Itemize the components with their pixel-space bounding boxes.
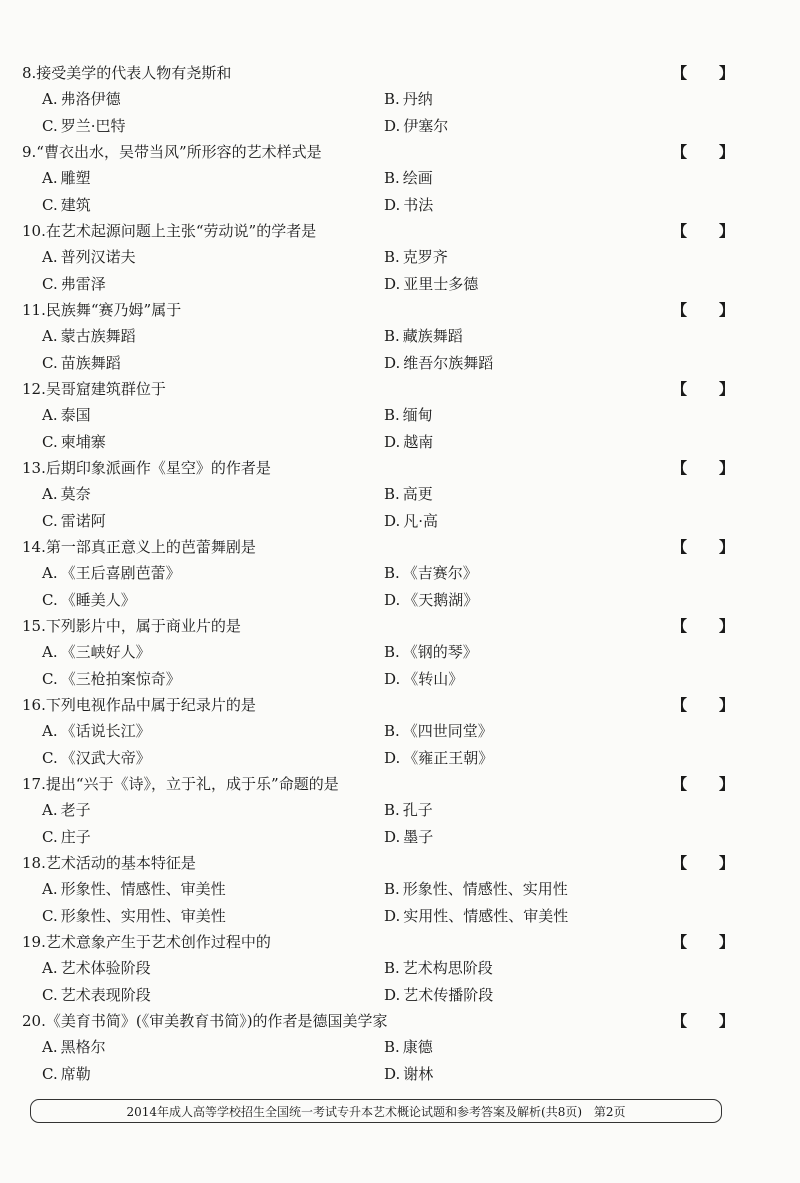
question-stem-line bbox=[22, 297, 742, 323]
option-letter: B. bbox=[384, 959, 400, 978]
option bbox=[42, 481, 91, 507]
option-letter: B. bbox=[384, 1038, 400, 1057]
question-stem-line bbox=[22, 1008, 742, 1034]
bracket-open: 【 bbox=[672, 222, 688, 240]
question-item bbox=[22, 771, 742, 850]
footer-page-number: 第2页 bbox=[593, 1105, 626, 1119]
option-text: 《睡美人》 bbox=[60, 590, 136, 609]
option bbox=[384, 192, 433, 218]
option bbox=[42, 639, 151, 665]
option bbox=[384, 1034, 433, 1060]
option bbox=[384, 165, 433, 191]
option-letter: C. bbox=[42, 116, 58, 135]
option-text: 缅甸 bbox=[402, 406, 433, 425]
option-text: 维吾尔族舞蹈 bbox=[403, 353, 494, 372]
option-text: 《天鹅湖》 bbox=[403, 590, 479, 609]
option bbox=[42, 560, 181, 586]
option bbox=[42, 323, 136, 349]
bracket-close: 】 bbox=[718, 538, 734, 556]
option bbox=[42, 745, 151, 771]
bracket-open: 【 bbox=[672, 696, 688, 714]
question-stem: 12.吴哥窟建筑群位于 bbox=[22, 380, 166, 398]
option-letter: C. bbox=[42, 906, 58, 925]
option-text: 《三枪拍案惊奇》 bbox=[60, 669, 181, 688]
option-letter: D. bbox=[384, 906, 401, 925]
question-item bbox=[22, 218, 742, 297]
option bbox=[42, 666, 181, 692]
option-text: 《钢的琴》 bbox=[402, 643, 478, 662]
question-stem: 13.后期印象派画作《星空》的作者是 bbox=[22, 459, 271, 477]
option bbox=[384, 508, 438, 534]
bracket-open: 【 bbox=[672, 380, 688, 398]
question-item bbox=[22, 692, 742, 771]
question-stem-line bbox=[22, 534, 742, 560]
option bbox=[42, 982, 151, 1008]
option-text: 《吉赛尔》 bbox=[402, 564, 478, 583]
option-row bbox=[22, 718, 742, 744]
option bbox=[42, 955, 151, 981]
question-stem-line bbox=[22, 613, 742, 639]
option-letter: C. bbox=[42, 1064, 58, 1083]
option bbox=[384, 903, 568, 929]
option bbox=[384, 113, 448, 139]
option-letter: D. bbox=[384, 511, 401, 530]
answer-bracket bbox=[672, 850, 734, 876]
answer-bracket bbox=[672, 218, 734, 244]
option-letter: D. bbox=[384, 195, 401, 214]
option-letter: A. bbox=[42, 248, 58, 267]
answer-bracket bbox=[672, 613, 734, 639]
option-row bbox=[22, 508, 742, 534]
option-text: 实用性、情感性、审美性 bbox=[403, 906, 569, 925]
option-text: 艺术体验阶段 bbox=[60, 959, 151, 978]
question-stem: 16.下列电视作品中属于纪录片的是 bbox=[22, 696, 256, 714]
question-item bbox=[22, 376, 742, 455]
option bbox=[384, 797, 433, 823]
option-text: 《话说长江》 bbox=[60, 722, 151, 741]
option bbox=[384, 402, 433, 428]
option-row bbox=[22, 982, 742, 1008]
option-letter: A. bbox=[42, 485, 58, 504]
option-row bbox=[22, 192, 742, 218]
option bbox=[384, 481, 433, 507]
option bbox=[384, 745, 493, 771]
option-row bbox=[22, 113, 742, 139]
option bbox=[42, 402, 91, 428]
question-stem-line bbox=[22, 218, 742, 244]
question-stem: 14.第一部真正意义上的芭蕾舞剧是 bbox=[22, 538, 256, 556]
option-text: 黑格尔 bbox=[60, 1038, 106, 1057]
question-stem: 10.在艺术起源问题上主张“劳动说”的学者是 bbox=[22, 222, 317, 240]
option bbox=[384, 955, 493, 981]
option-letter: C. bbox=[42, 748, 58, 767]
question-stem: 18.艺术活动的基本特征是 bbox=[22, 854, 196, 872]
question-item bbox=[22, 60, 742, 139]
option-text: 书法 bbox=[403, 195, 434, 214]
option bbox=[384, 323, 463, 349]
bracket-close: 】 bbox=[718, 459, 734, 477]
question-stem: 8.接受美学的代表人物有尧斯和 bbox=[22, 64, 232, 82]
option-text: 莫奈 bbox=[60, 485, 91, 504]
option-text: 泰国 bbox=[60, 406, 91, 425]
option-row bbox=[22, 86, 742, 112]
option bbox=[42, 824, 91, 850]
option bbox=[42, 192, 91, 218]
answer-bracket bbox=[672, 929, 734, 955]
option-row bbox=[22, 955, 742, 981]
option bbox=[42, 244, 136, 270]
option-text: 普列汉诺夫 bbox=[60, 248, 136, 267]
option bbox=[42, 113, 126, 139]
option-row bbox=[22, 429, 742, 455]
option-row bbox=[22, 587, 742, 613]
option-row bbox=[22, 481, 742, 507]
option-letter: A. bbox=[42, 959, 58, 978]
option-text: 越南 bbox=[403, 432, 434, 451]
question-item bbox=[22, 534, 742, 613]
option-text: 柬埔寨 bbox=[60, 432, 106, 451]
question-stem: 19.艺术意象产生于艺术创作过程中的 bbox=[22, 933, 271, 951]
bracket-close: 】 bbox=[718, 64, 734, 82]
option-letter: B. bbox=[384, 880, 400, 899]
option-row bbox=[22, 1034, 742, 1060]
question-item bbox=[22, 455, 742, 534]
option-letter: C. bbox=[42, 985, 58, 1004]
option-text: 高更 bbox=[402, 485, 433, 504]
question-stem-line bbox=[22, 771, 742, 797]
question-stem-line bbox=[22, 929, 742, 955]
bracket-close: 】 bbox=[718, 617, 734, 635]
option bbox=[384, 244, 448, 270]
option-letter: D. bbox=[384, 748, 401, 767]
option-text: 《雍正王朝》 bbox=[403, 748, 494, 767]
question-item bbox=[22, 613, 742, 692]
option-letter: B. bbox=[384, 722, 400, 741]
option-text: 形象性、实用性、审美性 bbox=[60, 906, 226, 925]
option-letter: A. bbox=[42, 406, 58, 425]
answer-bracket bbox=[672, 139, 734, 165]
option-row bbox=[22, 560, 742, 586]
option-letter: C. bbox=[42, 353, 58, 372]
option-letter: C. bbox=[42, 274, 58, 293]
option-text: 艺术传播阶段 bbox=[403, 985, 494, 1004]
option-letter: D. bbox=[384, 827, 401, 846]
option-letter: A. bbox=[42, 880, 58, 899]
option-row bbox=[22, 323, 742, 349]
answer-bracket bbox=[672, 376, 734, 402]
option-text: 墨子 bbox=[403, 827, 434, 846]
question-item bbox=[22, 297, 742, 376]
option-text: 形象性、情感性、审美性 bbox=[60, 880, 226, 899]
option-text: 《王后喜剧芭蕾》 bbox=[60, 564, 181, 583]
option-row bbox=[22, 824, 742, 850]
option bbox=[384, 824, 433, 850]
option-text: 建筑 bbox=[60, 195, 91, 214]
option-letter: D. bbox=[384, 590, 401, 609]
option bbox=[384, 1061, 433, 1087]
option-letter: C. bbox=[42, 511, 58, 530]
option bbox=[42, 271, 106, 297]
option-letter: B. bbox=[384, 248, 400, 267]
option-row bbox=[22, 402, 742, 428]
option-text: 《四世同堂》 bbox=[402, 722, 493, 741]
option-text: 亚里士多德 bbox=[403, 274, 479, 293]
option-text: 《汉武大帝》 bbox=[60, 748, 151, 767]
option bbox=[42, 350, 121, 376]
option-letter: C. bbox=[42, 669, 58, 688]
option-text: 罗兰·巴特 bbox=[60, 116, 126, 135]
option-letter: A. bbox=[42, 1038, 58, 1057]
option-text: 绘画 bbox=[402, 169, 433, 188]
option-text: 藏族舞蹈 bbox=[402, 327, 463, 346]
option-text: 雷诺阿 bbox=[60, 511, 106, 530]
option-letter: C. bbox=[42, 827, 58, 846]
question-stem-line bbox=[22, 60, 742, 86]
option-row bbox=[22, 271, 742, 297]
option bbox=[384, 560, 478, 586]
option-letter: D. bbox=[384, 116, 401, 135]
option-text: 伊塞尔 bbox=[403, 116, 449, 135]
option bbox=[384, 718, 493, 744]
option-text: 谢林 bbox=[403, 1064, 434, 1083]
option-text: 凡·高 bbox=[403, 511, 439, 530]
option-row bbox=[22, 350, 742, 376]
question-stem: 9.“曹衣出水，吴带当风”所形容的艺术样式是 bbox=[22, 143, 322, 161]
footer-title: 2014年成人高等学校招生全国统一考试专升本艺术概论试题和参考答案及解析(共8页) bbox=[126, 1105, 583, 1119]
option-text: 《三峡好人》 bbox=[60, 643, 151, 662]
option-letter: A. bbox=[42, 801, 58, 820]
bracket-close: 】 bbox=[718, 933, 734, 951]
option-row bbox=[22, 244, 742, 270]
question-stem-line bbox=[22, 692, 742, 718]
option bbox=[42, 86, 121, 112]
option bbox=[384, 271, 478, 297]
option bbox=[42, 587, 136, 613]
option-row bbox=[22, 165, 742, 191]
question-stem: 17.提出“兴于《诗》，立于礼，成于乐”命题的是 bbox=[22, 775, 339, 793]
option-row bbox=[22, 876, 742, 902]
question-stem-line bbox=[22, 139, 742, 165]
option-letter: D. bbox=[384, 353, 401, 372]
option-text: 弗雷泽 bbox=[60, 274, 106, 293]
option-letter: D. bbox=[384, 1064, 401, 1083]
option-letter: D. bbox=[384, 669, 401, 688]
option-row bbox=[22, 797, 742, 823]
option-letter: B. bbox=[384, 90, 400, 109]
bracket-open: 【 bbox=[672, 64, 688, 82]
option-row bbox=[22, 639, 742, 665]
option-text: 蒙古族舞蹈 bbox=[60, 327, 136, 346]
bracket-open: 【 bbox=[672, 459, 688, 477]
option-letter: B. bbox=[384, 327, 400, 346]
option-row bbox=[22, 666, 742, 692]
option bbox=[42, 797, 91, 823]
option bbox=[384, 666, 463, 692]
bracket-close: 】 bbox=[718, 775, 734, 793]
option bbox=[42, 508, 106, 534]
option-letter: B. bbox=[384, 406, 400, 425]
option-letter: A. bbox=[42, 327, 58, 346]
option-letter: D. bbox=[384, 274, 401, 293]
option-letter: A. bbox=[42, 90, 58, 109]
question-stem: 11.民族舞“赛乃姆”属于 bbox=[22, 301, 182, 319]
option-letter: B. bbox=[384, 643, 400, 662]
option-letter: C. bbox=[42, 590, 58, 609]
option-letter: B. bbox=[384, 485, 400, 504]
bracket-open: 【 bbox=[672, 617, 688, 635]
answer-bracket bbox=[672, 692, 734, 718]
option-text: 席勒 bbox=[60, 1064, 91, 1083]
option-letter: D. bbox=[384, 432, 401, 451]
question-stem-line bbox=[22, 850, 742, 876]
option bbox=[384, 86, 433, 112]
question-list bbox=[22, 60, 742, 1087]
option bbox=[384, 350, 493, 376]
bracket-open: 【 bbox=[672, 143, 688, 161]
question-stem-line bbox=[22, 455, 742, 481]
option-letter: A. bbox=[42, 169, 58, 188]
option bbox=[384, 982, 493, 1008]
option-text: 康德 bbox=[402, 1038, 433, 1057]
bracket-open: 【 bbox=[672, 301, 688, 319]
option bbox=[42, 876, 226, 902]
option-text: 老子 bbox=[60, 801, 91, 820]
answer-bracket bbox=[672, 60, 734, 86]
option-text: 孔子 bbox=[402, 801, 433, 820]
option bbox=[42, 1061, 91, 1087]
option-letter: A. bbox=[42, 722, 58, 741]
question-stem: 15.下列影片中，属于商业片的是 bbox=[22, 617, 241, 635]
option-row bbox=[22, 745, 742, 771]
option bbox=[42, 1034, 106, 1060]
answer-bracket bbox=[672, 534, 734, 560]
option-text: 丹纳 bbox=[402, 90, 433, 109]
option-text: 《转山》 bbox=[403, 669, 464, 688]
option-text: 艺术表现阶段 bbox=[60, 985, 151, 1004]
option-text: 克罗齐 bbox=[402, 248, 448, 267]
bracket-open: 【 bbox=[672, 538, 688, 556]
option bbox=[384, 587, 478, 613]
option-text: 艺术构思阶段 bbox=[402, 959, 493, 978]
option bbox=[42, 165, 91, 191]
option-row bbox=[22, 1061, 742, 1087]
option-letter: B. bbox=[384, 564, 400, 583]
answer-bracket bbox=[672, 297, 734, 323]
option-letter: D. bbox=[384, 985, 401, 1004]
option bbox=[384, 876, 568, 902]
answer-bracket bbox=[672, 455, 734, 481]
bracket-open: 【 bbox=[672, 854, 688, 872]
answer-bracket bbox=[672, 1008, 734, 1034]
option bbox=[384, 429, 433, 455]
option-letter: B. bbox=[384, 801, 400, 820]
option-text: 苗族舞蹈 bbox=[60, 353, 121, 372]
question-item bbox=[22, 1008, 742, 1087]
bracket-open: 【 bbox=[672, 1012, 688, 1030]
bracket-close: 】 bbox=[718, 143, 734, 161]
answer-bracket bbox=[672, 771, 734, 797]
option-text: 雕塑 bbox=[60, 169, 91, 188]
bracket-close: 】 bbox=[718, 222, 734, 240]
bracket-open: 【 bbox=[672, 775, 688, 793]
option-text: 弗洛伊德 bbox=[60, 90, 121, 109]
question-item bbox=[22, 929, 742, 1008]
question-item bbox=[22, 139, 742, 218]
bracket-close: 】 bbox=[718, 301, 734, 319]
option-letter: B. bbox=[384, 169, 400, 188]
option-letter: C. bbox=[42, 195, 58, 214]
page-footer bbox=[30, 1099, 722, 1123]
option bbox=[42, 903, 226, 929]
bracket-close: 】 bbox=[718, 380, 734, 398]
option-letter: C. bbox=[42, 432, 58, 451]
option-text: 庄子 bbox=[60, 827, 91, 846]
option-letter: A. bbox=[42, 643, 58, 662]
question-item bbox=[22, 850, 742, 929]
option bbox=[42, 429, 106, 455]
option bbox=[384, 639, 478, 665]
bracket-close: 】 bbox=[718, 1012, 734, 1030]
option-text: 形象性、情感性、实用性 bbox=[402, 880, 568, 899]
bracket-close: 】 bbox=[718, 854, 734, 872]
bracket-close: 】 bbox=[718, 696, 734, 714]
question-stem: 20.《美育书简》(《审美教育书简》)的作者是德国美学家 bbox=[22, 1012, 388, 1030]
bracket-open: 【 bbox=[672, 933, 688, 951]
question-stem-line bbox=[22, 376, 742, 402]
option-row bbox=[22, 903, 742, 929]
option-letter: A. bbox=[42, 564, 58, 583]
option bbox=[42, 718, 151, 744]
